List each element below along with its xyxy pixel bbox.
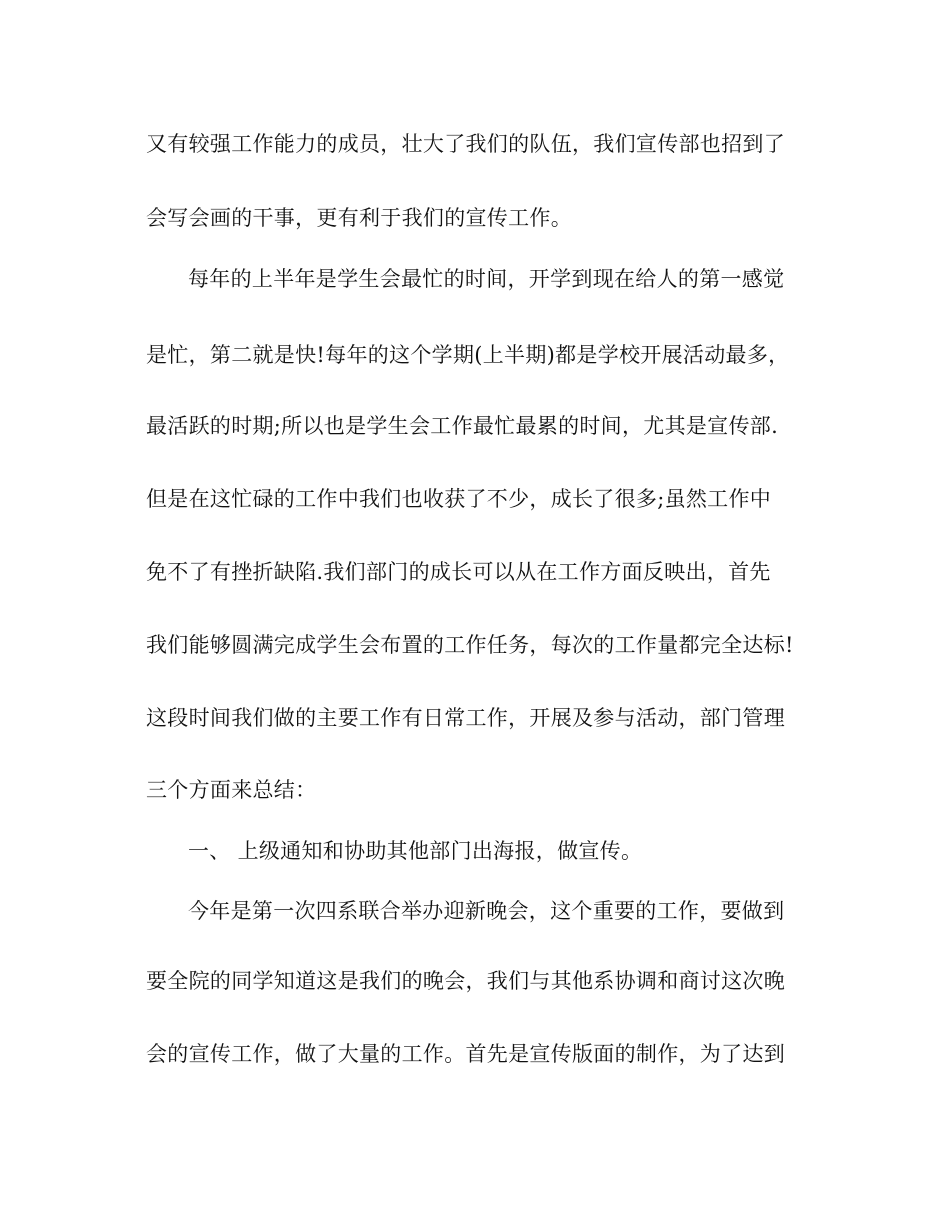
text-line: 我们能够圆满完成学生会布置的工作任务，每次的工作量都完全达标!: [146, 633, 794, 657]
paragraph-first-line: 今年是第一次四系联合举办迎新晚会，这个重要的工作，要做到: [188, 899, 785, 923]
text-line: 但是在这忙碌的工作中我们也收获了不少，成长了很多;虽然工作中: [146, 487, 772, 511]
text-line: 会的宣传工作，做了大量的工作。首先是宣传版面的制作，为了达到: [146, 1042, 785, 1066]
text-line: 这段时间我们做的主要工作有日常工作，开展及参与活动，部门管理: [146, 706, 785, 730]
section-heading: 一、 上级通知和协助其他部门出海报，做宣传。: [188, 839, 643, 863]
text-line: 三个方面来总结：: [146, 778, 317, 802]
text-line: 免不了有挫折缺陷.我们部门的成长可以从在工作方面反映出，首先: [146, 560, 771, 584]
text-line: 要全院的同学知道这是我们的晚会，我们与其他系协调和商讨这次晚: [146, 969, 785, 993]
text-line: 最活跃的时期;所以也是学生会工作最忙最累的时间，尤其是宣传部.: [146, 414, 779, 438]
text-line: 会写会画的干事，更有利于我们的宣传工作。: [146, 206, 572, 230]
text-line: 又有较强工作能力的成员，壮大了我们的队伍，我们宣传部也招到了: [146, 132, 785, 156]
text-line: 是忙，第二就是快!每年的这个学期(上半期)都是学校开展活动最多，: [146, 343, 790, 367]
paragraph-first-line: 每年的上半年是学生会最忙的时间，开学到现在给人的第一感觉: [188, 267, 785, 291]
